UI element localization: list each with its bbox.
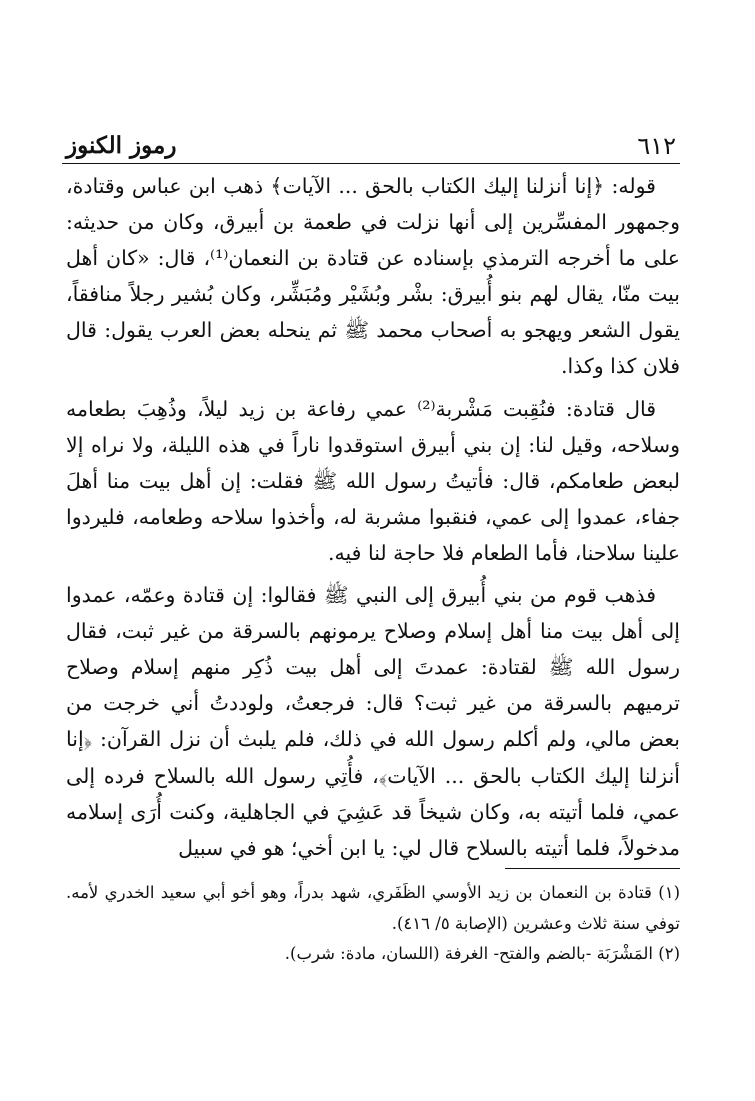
header-rule bbox=[62, 163, 680, 164]
main-text bbox=[66, 168, 680, 872]
running-title: رموز الكنوز bbox=[66, 132, 177, 159]
paragraph-2: قال قتادة: فنُقِبت مَشْربة⁽²⁾ عمي رفاعة بن زيد ليلاً، وذُهِبَ بطعامه وسلاحه، وقيل لنا: إن بني أبيرق استوقدوا ناراً في هذه الليلة، ولا نراه إلا لبعض طعامكم، قال: فأتيتُ رسول الله ﷺ فقلت: إن أهل بيت منا أهلَ جفاء، عمدوا إلى عمي، فنقبوا مشربة له، وأخذوا سلاحه وطعامه، فليردوا علينا سلاحنا، فأما الطعام فلا حاجة لنا فيه. bbox=[66, 396, 680, 565]
paragraph-1: قوله: ﴿إنا أنزلنا إليك الكتاب بالحق ... الآيات﴾ ذهب ابن عباس وقتادة، وجمهور المفسِّرين إلى أنها نزلت في طعمة بن أبيرق، وكان من حديثه: على ما أخرجه الترمذي بإسناده عن قتادة بن النعمان⁽¹⁾، قال: «كان أهل بيت منّا، يقال لهم بنو أُبيرق: بشْر وبُشَيْر ومُبَشِّر، وكان بُشير رجلاً منافقاً، يقول الشعر ويهجو به أصحاب محمد ﷺ ثم ينحله بعض العرب يقول: قال فلان كذا وكذا. bbox=[66, 174, 680, 379]
page-header bbox=[66, 130, 676, 164]
footnote-1: (١) قتادة بن النعمان بن زيد الأوسي الظَفَري، شهد بدراً، وهو أخو أبي سعيد الخدري لأمه. توفي سنة ثلاث وعشرين (الإصابة ٥/ ٤١٦). bbox=[66, 883, 680, 933]
footnote-2: (٢) المَشْرَبَة -بالضم والفتح- الغرفة (اللسان، مادة: شرب). bbox=[284, 944, 680, 963]
paragraph-3: فذهب قوم من بني أُبيرق إلى النبي ﷺ فقالوا: إن قتادة وعمّه، عمدوا إلى أهل بيت منا أهل إسلام وصلاح يرمونهم بالسرقة من غير ثبت، فقال رسول الله ﷺ لقتادة: عمدتَ إلى أهل بيت ذُكِر منهم إسلام وصلاح ترميهم بالسرقة من غير ثبت؟ قال: فرجعتُ، ولوددتُ أني خرجت من بعض مالي، ولم أكلم رسول الله في ذلك، فلم يلبث أن نزل القرآن: ﴿إنا أنزلنا إليك الكتاب بالحق ... الآيات﴾، فأُتِي رسول الله بالسلاح فرده إلى عمي، فلما أتيته به، وكان شيخاً قد عَشِيَ في الجاهلية، وكنت أُرَى إسلامه مدخولاً، فلما أتيته بالسلاح قال لي: يا ابن أخي؛ هو في سبيل bbox=[66, 583, 680, 860]
footnotes bbox=[66, 878, 680, 970]
page-number: ٦١٢ bbox=[637, 132, 676, 160]
footnote-separator bbox=[505, 868, 680, 869]
